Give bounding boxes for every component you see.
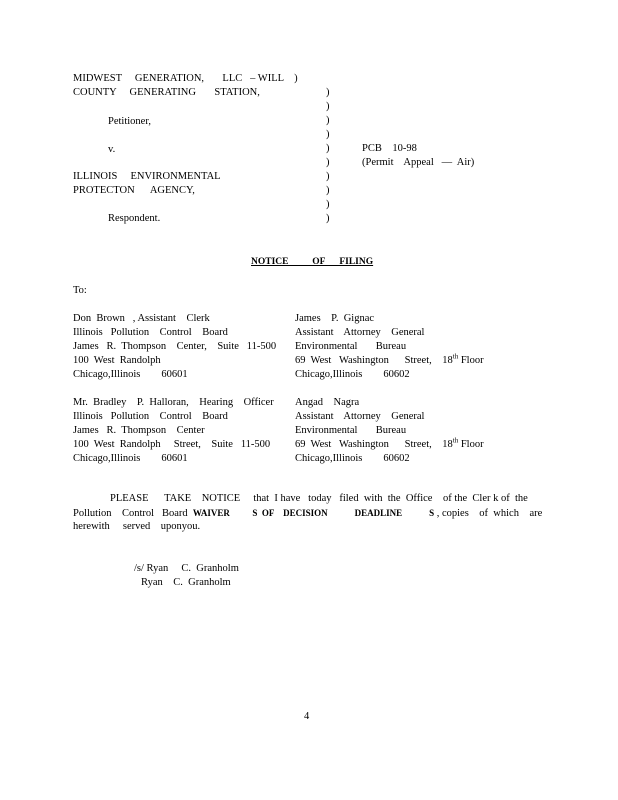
recipient-line: Environmental Bureau xyxy=(295,341,407,352)
case-number: PCB 10-98 xyxy=(362,143,417,154)
recipient-line: Illinois Pollution Control Board xyxy=(73,411,228,422)
recipient-line: Assistant Attorney General xyxy=(295,411,425,422)
recipient-line: Chicago,Illinois 60602 xyxy=(295,369,410,380)
respondent-name-line2: PROTECTON AGENCY, xyxy=(73,185,195,196)
respondent-name-line1: ILLINOIS ENVIRONMENTAL xyxy=(73,171,221,182)
caption-paren: ) xyxy=(326,129,330,140)
notice-paragraph-line: PLEASE TAKE NOTICE that I have today filed with the Office of the Cler k of the xyxy=(110,493,528,504)
caption-paren: ) xyxy=(326,213,330,224)
recipient-line: 100 West Randolph Street, Suite 11-500 xyxy=(73,439,271,450)
recipient-line: Assistant Attorney General xyxy=(295,327,425,338)
caption-paren: ) xyxy=(326,87,330,98)
signature-name: Ryan C. Granholm xyxy=(141,577,231,588)
recipient-line: Angad Nagra xyxy=(295,397,360,408)
recipient-line: Chicago,Illinois 60602 xyxy=(295,453,410,464)
caption-paren: ) xyxy=(326,171,330,182)
recipient-line: James P. Gignac xyxy=(295,313,375,324)
signature-slash: /s/ Ryan C. Granholm xyxy=(134,563,239,574)
recipient-line: James R. Thompson Center xyxy=(73,425,205,436)
respondent-label: Respondent. xyxy=(108,213,161,224)
caption-paren: ) xyxy=(326,101,330,112)
page-number: 4 xyxy=(304,711,310,722)
recipient-line: James R. Thompson Center, Suite 11-500 xyxy=(73,341,277,352)
notice-paragraph-line: herewith served uponyou. xyxy=(73,521,201,532)
recipient-line: 69 West Washington Street, 18th Floor xyxy=(295,436,484,450)
petitioner-name-line1: MIDWEST GENERATION, LLC – WILL ) xyxy=(73,73,298,84)
to-label: To: xyxy=(73,285,87,296)
caption-paren: ) xyxy=(326,157,330,168)
recipient-line: Chicago,Illinois 60601 xyxy=(73,453,188,464)
recipient-line: 100 West Randolph xyxy=(73,355,161,366)
document-type-bold: WAIVER S OF DECISION DEADLINE S xyxy=(192,508,435,518)
versus-label: v. xyxy=(108,144,116,155)
recipient-line: Don Brown , Assistant Clerk xyxy=(73,313,210,324)
caption-paren: ) xyxy=(326,185,330,196)
recipient-line: Mr. Bradley P. Halloran, Hearing Officer xyxy=(73,397,274,408)
case-type: (Permit Appeal — Air) xyxy=(362,157,475,168)
recipient-line: Illinois Pollution Control Board xyxy=(73,327,228,338)
caption-paren: ) xyxy=(326,115,330,126)
caption-paren: ) xyxy=(326,199,330,210)
caption-paren: ) xyxy=(326,143,330,154)
document-title: NOTICE OF FILING xyxy=(251,257,374,267)
recipient-line: Chicago,Illinois 60601 xyxy=(73,369,188,380)
recipient-line: Environmental Bureau xyxy=(295,425,407,436)
petitioner-name-line2: COUNTY GENERATING STATION, xyxy=(73,87,260,98)
petitioner-label: Petitioner, xyxy=(108,116,152,127)
recipient-line: 69 West Washington Street, 18th Floor xyxy=(295,352,484,366)
notice-paragraph-line: Pollution Control Board WAIVER S OF DECISION DEADLINE S , copies of which are xyxy=(73,508,543,519)
